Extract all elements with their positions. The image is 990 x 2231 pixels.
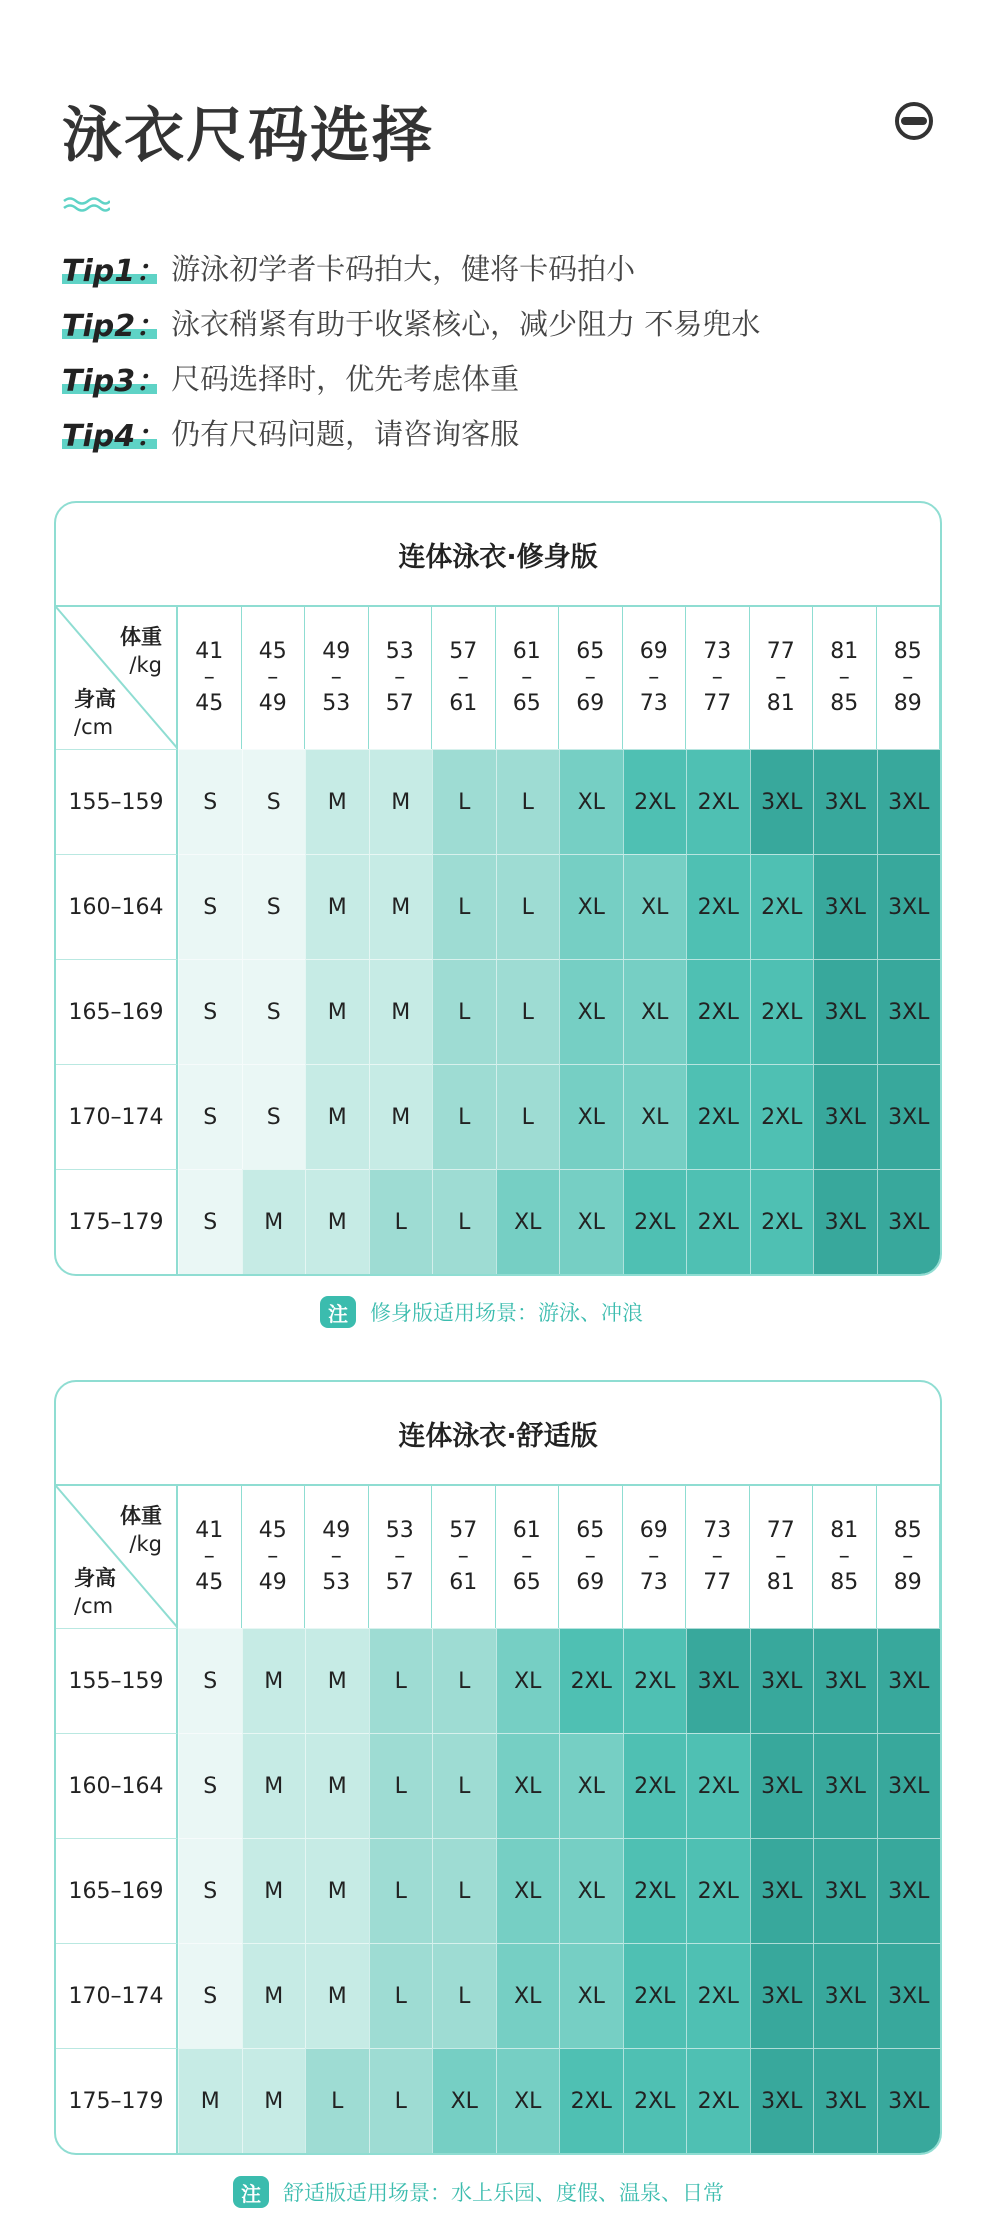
weight-min: 73 — [703, 639, 732, 664]
note-badge: 注 — [233, 2176, 269, 2208]
weight-unit: /kg — [129, 653, 162, 677]
weight-min: 49 — [322, 1518, 351, 1543]
size-cell: 3XL — [813, 1628, 877, 1733]
height-range-label: 175–179 — [56, 2048, 178, 2153]
size-cell: L — [432, 854, 496, 959]
size-cell: L — [432, 749, 496, 854]
weight-max: 89 — [893, 1570, 922, 1595]
weight-range-header — [686, 1486, 750, 1628]
tip-label: Tip4： — [62, 411, 165, 455]
weight-range-header — [242, 607, 306, 749]
size-cell: XL — [432, 2048, 496, 2153]
size-cell: S — [178, 1628, 242, 1733]
size-cell: S — [242, 749, 306, 854]
size-cell: XL — [559, 1733, 623, 1838]
size-cell: S — [242, 854, 306, 959]
range-dash: – — [394, 1544, 406, 1569]
size-cell: 3XL — [813, 1733, 877, 1838]
weight-range-header — [623, 607, 687, 749]
weight-min: 69 — [639, 639, 668, 664]
height-label: 身高 — [74, 687, 116, 711]
size-cell: L — [432, 1628, 496, 1733]
size-cell: 3XL — [813, 749, 877, 854]
wave-decoration-icon — [62, 196, 110, 212]
size-cell: XL — [496, 1838, 560, 1943]
table-title: 连体泳衣·修身版 — [56, 503, 940, 607]
size-cell: 2XL — [559, 1628, 623, 1733]
size-cell: L — [496, 1064, 560, 1169]
size-cell: 2XL — [686, 1838, 750, 1943]
tip-item — [62, 350, 760, 405]
size-cell: M — [305, 1943, 369, 2048]
size-cell: M — [242, 2048, 306, 2153]
weight-range-header — [877, 1486, 941, 1628]
range-dash: – — [394, 665, 406, 690]
size-cell: 2XL — [623, 1733, 687, 1838]
size-cell: 3XL — [877, 854, 941, 959]
weight-max: 85 — [830, 691, 859, 716]
size-cell: 2XL — [686, 2048, 750, 2153]
weight-range-header — [369, 607, 433, 749]
tips-list — [62, 240, 760, 460]
note-badge: 注 — [320, 1296, 356, 1328]
size-cell: 3XL — [750, 1943, 814, 2048]
weight-max: 61 — [449, 1570, 478, 1595]
size-cell: 3XL — [750, 1733, 814, 1838]
weight-min: 53 — [385, 639, 414, 664]
size-cell: 2XL — [623, 1943, 687, 2048]
weight-range-header — [369, 1486, 433, 1628]
size-cell: S — [178, 959, 242, 1064]
tip-item — [62, 405, 760, 460]
size-cell: M — [305, 959, 369, 1064]
size-cell: XL — [496, 2048, 560, 2153]
range-dash: – — [711, 665, 723, 690]
weight-max: 49 — [258, 691, 287, 716]
size-cell: XL — [559, 959, 623, 1064]
height-unit: /cm — [74, 715, 114, 739]
size-cell: 2XL — [750, 854, 814, 959]
size-cell: 2XL — [623, 1169, 687, 1274]
range-dash: – — [330, 665, 342, 690]
size-cell: M — [369, 1064, 433, 1169]
tip-item — [62, 295, 760, 350]
size-cell: 3XL — [750, 1628, 814, 1733]
size-cell: S — [242, 1064, 306, 1169]
size-cell: 2XL — [623, 1838, 687, 1943]
size-cell: XL — [623, 854, 687, 959]
size-cell: 3XL — [877, 1628, 941, 1733]
size-cell: S — [178, 749, 242, 854]
size-cell: L — [432, 959, 496, 1064]
size-cell: M — [178, 2048, 242, 2153]
table-note — [320, 1296, 643, 1328]
range-dash: – — [330, 1544, 342, 1569]
weight-min: 69 — [639, 1518, 668, 1543]
tip-text: 仍有尺码问题，请咨询客服 — [171, 417, 520, 451]
size-grid — [56, 607, 940, 1274]
size-table-comfort — [54, 1380, 942, 2155]
weight-min: 85 — [893, 1518, 922, 1543]
size-cell: 3XL — [750, 2048, 814, 2153]
size-cell: XL — [496, 1943, 560, 2048]
weight-range-header — [496, 1486, 560, 1628]
height-label: 身高 — [74, 1566, 116, 1590]
size-cell: L — [496, 854, 560, 959]
weight-min: 57 — [449, 639, 478, 664]
size-cell: XL — [559, 1064, 623, 1169]
range-dash: – — [838, 665, 850, 690]
size-cell: L — [432, 1733, 496, 1838]
size-cell: M — [305, 854, 369, 959]
size-cell: 3XL — [877, 1169, 941, 1274]
size-cell: 3XL — [750, 1838, 814, 1943]
range-dash: – — [838, 1544, 850, 1569]
weight-max: 57 — [385, 691, 414, 716]
range-dash: – — [203, 1544, 215, 1569]
size-cell: S — [178, 1943, 242, 2048]
size-cell: M — [305, 1064, 369, 1169]
size-cell: XL — [496, 1733, 560, 1838]
weight-range-header — [686, 607, 750, 749]
size-cell: XL — [559, 1943, 623, 2048]
size-cell: XL — [496, 1628, 560, 1733]
weight-max: 85 — [830, 1570, 859, 1595]
size-grid — [56, 1486, 940, 2153]
size-cell: XL — [623, 1064, 687, 1169]
size-cell: M — [242, 1169, 306, 1274]
height-unit: /cm — [74, 1594, 114, 1618]
size-cell: XL — [623, 959, 687, 1064]
size-cell: L — [432, 1838, 496, 1943]
size-cell: M — [369, 959, 433, 1064]
range-dash: – — [711, 1544, 723, 1569]
weight-max: 61 — [449, 691, 478, 716]
weight-max: 65 — [512, 1570, 541, 1595]
size-cell: 3XL — [813, 1169, 877, 1274]
weight-range-header — [623, 1486, 687, 1628]
weight-range-header — [178, 1486, 242, 1628]
weight-range-header — [178, 607, 242, 749]
height-range-label: 165–169 — [56, 1838, 178, 1943]
header-corner — [56, 1486, 178, 1628]
weight-range-header — [813, 1486, 877, 1628]
size-cell: S — [178, 854, 242, 959]
note-text: 修身版适用场景：游泳、冲浪 — [370, 1301, 643, 1325]
weight-axis-label — [120, 1502, 162, 1558]
size-cell: M — [369, 749, 433, 854]
weight-max: 53 — [322, 1570, 351, 1595]
weight-range-header — [813, 607, 877, 749]
goggles-icon[interactable] — [893, 100, 935, 142]
weight-min: 81 — [830, 1518, 859, 1543]
weight-max: 53 — [322, 691, 351, 716]
height-range-label: 175–179 — [56, 1169, 178, 1274]
height-range-label: 165–169 — [56, 959, 178, 1064]
height-axis-label — [74, 685, 116, 741]
size-cell: 3XL — [877, 2048, 941, 2153]
size-cell: 3XL — [813, 959, 877, 1064]
size-cell: 3XL — [877, 1838, 941, 1943]
weight-range-header — [242, 1486, 306, 1628]
weight-max: 81 — [766, 691, 795, 716]
size-cell: 3XL — [813, 1838, 877, 1943]
range-dash: – — [584, 1544, 596, 1569]
size-cell: 2XL — [686, 749, 750, 854]
size-cell: 3XL — [813, 2048, 877, 2153]
height-range-label: 155–159 — [56, 749, 178, 854]
weight-range-header — [559, 607, 623, 749]
weight-min: 73 — [703, 1518, 732, 1543]
size-cell: S — [178, 1733, 242, 1838]
size-cell: L — [369, 1628, 433, 1733]
size-cell: 3XL — [813, 854, 877, 959]
tip-text: 尺码选择时，优先考虑体重 — [171, 362, 520, 396]
weight-max: 49 — [258, 1570, 287, 1595]
tip-item — [62, 240, 760, 295]
weight-max: 73 — [639, 1570, 668, 1595]
size-cell: S — [178, 1064, 242, 1169]
size-cell: M — [369, 854, 433, 959]
weight-max: 77 — [703, 691, 732, 716]
size-cell: L — [369, 1169, 433, 1274]
weight-min: 45 — [258, 1518, 287, 1543]
size-cell: 3XL — [813, 1943, 877, 2048]
weight-min: 61 — [512, 1518, 541, 1543]
weight-max: 69 — [576, 691, 605, 716]
weight-min: 61 — [512, 639, 541, 664]
tip-label: Tip2： — [62, 301, 165, 345]
size-cell: 2XL — [686, 854, 750, 959]
range-dash: – — [521, 1544, 533, 1569]
size-cell: 3XL — [813, 1064, 877, 1169]
weight-min: 81 — [830, 639, 859, 664]
tip-label: Tip3： — [62, 356, 165, 400]
weight-min: 49 — [322, 639, 351, 664]
size-cell: 2XL — [686, 1733, 750, 1838]
size-cell: 2XL — [623, 1628, 687, 1733]
size-cell: 3XL — [750, 749, 814, 854]
height-range-label: 170–174 — [56, 1943, 178, 2048]
size-cell: L — [305, 2048, 369, 2153]
header-corner — [56, 607, 178, 749]
size-cell: 2XL — [623, 2048, 687, 2153]
weight-range-header — [305, 607, 369, 749]
size-cell: L — [496, 959, 560, 1064]
weight-min: 65 — [576, 639, 605, 664]
tip-label: Tip1： — [62, 246, 165, 290]
range-dash: – — [457, 665, 469, 690]
size-cell: XL — [559, 854, 623, 959]
weight-max: 81 — [766, 1570, 795, 1595]
weight-max: 89 — [893, 691, 922, 716]
height-range-label: 170–174 — [56, 1064, 178, 1169]
size-cell: 2XL — [750, 959, 814, 1064]
size-cell: M — [305, 1838, 369, 1943]
weight-range-header — [305, 1486, 369, 1628]
size-cell: M — [305, 1733, 369, 1838]
weight-max: 45 — [195, 1570, 224, 1595]
size-cell: M — [242, 1628, 306, 1733]
size-cell: M — [242, 1733, 306, 1838]
size-cell: 3XL — [877, 959, 941, 1064]
size-table-slim — [54, 501, 942, 1276]
weight-min: 85 — [893, 639, 922, 664]
size-cell: M — [305, 1169, 369, 1274]
size-cell: 2XL — [750, 1169, 814, 1274]
size-cell: 2XL — [623, 749, 687, 854]
weight-range-header — [559, 1486, 623, 1628]
size-cell: XL — [496, 1169, 560, 1274]
weight-min: 53 — [385, 1518, 414, 1543]
range-dash: – — [775, 1544, 787, 1569]
size-cell: 3XL — [877, 1733, 941, 1838]
range-dash: – — [902, 665, 914, 690]
size-cell: 3XL — [877, 1943, 941, 2048]
range-dash: – — [902, 1544, 914, 1569]
size-cell: L — [369, 1733, 433, 1838]
weight-min: 45 — [258, 639, 287, 664]
size-cell: XL — [559, 1838, 623, 1943]
range-dash: – — [521, 665, 533, 690]
weight-range-header — [432, 607, 496, 749]
size-cell: 3XL — [686, 1628, 750, 1733]
weight-min: 41 — [195, 639, 224, 664]
weight-min: 77 — [766, 639, 795, 664]
range-dash: – — [775, 665, 787, 690]
size-cell: L — [496, 749, 560, 854]
size-cell: 2XL — [559, 2048, 623, 2153]
height-range-label: 160–164 — [56, 854, 178, 959]
page-title: 泳衣尺码选择 — [62, 101, 434, 171]
table-title: 连体泳衣·舒适版 — [56, 1382, 940, 1486]
height-range-label: 160–164 — [56, 1733, 178, 1838]
range-dash: – — [648, 1544, 660, 1569]
weight-min: 65 — [576, 1518, 605, 1543]
weight-axis-label — [120, 623, 162, 679]
weight-range-header — [750, 1486, 814, 1628]
table-note — [233, 2176, 724, 2208]
size-cell: 2XL — [686, 1064, 750, 1169]
height-axis-label — [74, 1564, 116, 1620]
range-dash: – — [648, 665, 660, 690]
note-text: 舒适版适用场景：水上乐园、度假、温泉、日常 — [283, 2181, 724, 2205]
weight-min: 57 — [449, 1518, 478, 1543]
size-cell: 3XL — [877, 749, 941, 854]
size-cell: M — [242, 1838, 306, 1943]
size-cell: L — [369, 1943, 433, 2048]
size-cell: 2XL — [686, 1169, 750, 1274]
weight-label: 体重 — [120, 1504, 162, 1528]
height-range-label: 155–159 — [56, 1628, 178, 1733]
size-cell: 2XL — [686, 959, 750, 1064]
weight-max: 77 — [703, 1570, 732, 1595]
weight-label: 体重 — [120, 625, 162, 649]
weight-max: 73 — [639, 691, 668, 716]
size-cell: L — [432, 1169, 496, 1274]
size-cell: S — [178, 1169, 242, 1274]
size-cell: S — [242, 959, 306, 1064]
range-dash: – — [203, 665, 215, 690]
weight-min: 77 — [766, 1518, 795, 1543]
weight-range-header — [750, 607, 814, 749]
range-dash: – — [267, 1544, 279, 1569]
size-cell: 2XL — [686, 1943, 750, 2048]
weight-min: 41 — [195, 1518, 224, 1543]
weight-unit: /kg — [129, 1532, 162, 1556]
size-cell: L — [369, 1838, 433, 1943]
tip-text: 泳衣稍紧有助于收紧核心，减少阻力 不易兜水 — [171, 307, 761, 341]
size-cell: L — [432, 1943, 496, 2048]
weight-range-header — [496, 607, 560, 749]
size-cell: M — [242, 1943, 306, 2048]
weight-max: 45 — [195, 691, 224, 716]
weight-range-header — [432, 1486, 496, 1628]
size-cell: S — [178, 1838, 242, 1943]
size-cell: XL — [559, 1169, 623, 1274]
range-dash: – — [267, 665, 279, 690]
weight-range-header — [877, 607, 941, 749]
size-cell: L — [432, 1064, 496, 1169]
size-cell: 3XL — [877, 1064, 941, 1169]
size-cell: 2XL — [750, 1064, 814, 1169]
range-dash: – — [457, 1544, 469, 1569]
size-cell: L — [369, 2048, 433, 2153]
tip-text: 游泳初学者卡码拍大，健将卡码拍小 — [171, 252, 636, 286]
range-dash: – — [584, 665, 596, 690]
size-cell: XL — [559, 749, 623, 854]
size-cell: M — [305, 1628, 369, 1733]
weight-max: 57 — [385, 1570, 414, 1595]
weight-max: 65 — [512, 691, 541, 716]
weight-max: 69 — [576, 1570, 605, 1595]
size-cell: M — [305, 749, 369, 854]
